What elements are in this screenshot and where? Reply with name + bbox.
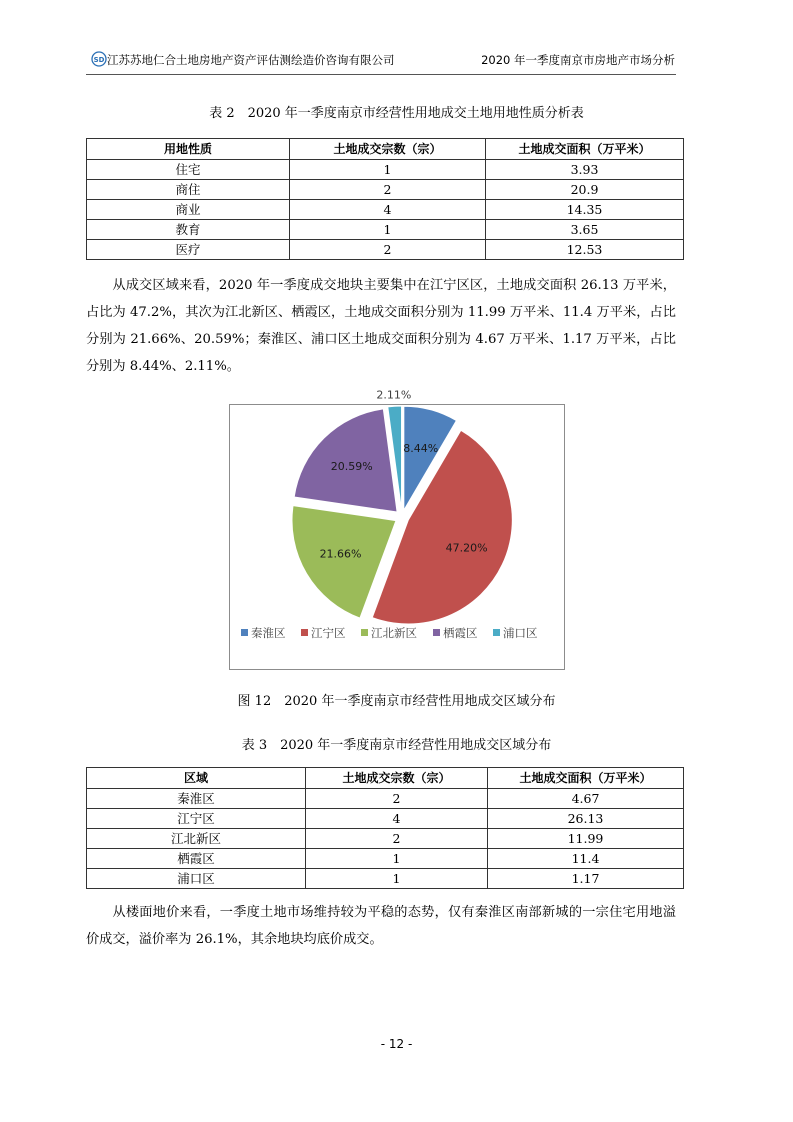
header-divider bbox=[86, 74, 676, 75]
table-header-cell: 土地成交宗数（宗） bbox=[290, 139, 486, 160]
table-header-cell: 区域 bbox=[87, 768, 306, 789]
table-cell: 1 bbox=[290, 220, 486, 240]
table-header-cell: 土地成交宗数（宗） bbox=[306, 768, 488, 789]
logo-text: SD bbox=[93, 56, 105, 64]
table2 bbox=[86, 138, 684, 260]
paragraph-land-price bbox=[86, 899, 676, 953]
table-cell: 14.35 bbox=[486, 200, 684, 220]
table-cell: 江宁区 bbox=[87, 809, 306, 829]
table-cell: 11.4 bbox=[488, 849, 684, 869]
header-company-name: 江苏苏地仁合土地房地产资产评估测绘造价咨询有限公司 bbox=[107, 53, 395, 67]
legend-label-2: 江宁区 bbox=[311, 626, 346, 640]
table-header-cell: 土地成交面积（万平米） bbox=[486, 139, 684, 160]
table-header-cell: 用地性质 bbox=[87, 139, 290, 160]
table-cell: 11.99 bbox=[488, 829, 684, 849]
table-row bbox=[87, 869, 684, 889]
pie-data-label-2: 47.20% bbox=[445, 541, 488, 555]
legend-label-4: 栖霞区 bbox=[443, 626, 478, 640]
table-cell: 2 bbox=[290, 180, 486, 200]
table-cell: 3.93 bbox=[486, 160, 684, 180]
table-cell: 4 bbox=[290, 200, 486, 220]
table-cell: 浦口区 bbox=[87, 869, 306, 889]
table-cell: 秦淮区 bbox=[87, 789, 306, 809]
pie-data-label-5: 2.11% bbox=[376, 388, 412, 402]
table-cell: 1 bbox=[306, 849, 488, 869]
legend-swatch-1 bbox=[241, 629, 248, 636]
table-cell: 3.65 bbox=[486, 220, 684, 240]
pie-chart bbox=[230, 388, 564, 669]
legend-swatch-4 bbox=[433, 629, 440, 636]
table-header-cell: 土地成交面积（万平米） bbox=[488, 768, 684, 789]
page-number: - 12 - bbox=[380, 1037, 413, 1051]
table-cell: 教育 bbox=[87, 220, 290, 240]
legend-swatch-3 bbox=[361, 629, 368, 636]
paragraph-region-analysis bbox=[86, 272, 676, 380]
table-header-row bbox=[87, 139, 684, 160]
pie-chart-frame bbox=[229, 388, 565, 670]
table-header-row bbox=[87, 768, 684, 789]
table-cell: 2 bbox=[290, 240, 486, 260]
legend-swatch-5 bbox=[493, 629, 500, 636]
header-report-title: 2020 年一季度南京市房地产市场分析 bbox=[481, 53, 675, 67]
table-row bbox=[87, 200, 684, 220]
table-cell: 1 bbox=[290, 160, 486, 180]
table-row bbox=[87, 809, 684, 829]
figure12-caption: 图 12 2020 年一季度南京市经营性用地成交区域分布 bbox=[237, 694, 556, 709]
pie-data-label-1: 8.44% bbox=[403, 442, 439, 456]
table3-caption: 表 3 2020 年一季度南京市经营性用地成交区域分布 bbox=[241, 738, 552, 753]
table-cell: 20.9 bbox=[486, 180, 684, 200]
table-row bbox=[87, 220, 684, 240]
table-row bbox=[87, 160, 684, 180]
pie-data-label-4: 20.59% bbox=[330, 460, 373, 474]
paragraph-text: 从楼面地价来看，一季度土地市场维持较为平稳的态势，仅有秦淮区南部新城的一宗住宅用地溢价成交，溢价率为 26.1%，其余地块均底价成交。 bbox=[86, 905, 676, 947]
table-cell: 2 bbox=[306, 789, 488, 809]
company-logo-icon bbox=[91, 51, 107, 67]
table3 bbox=[86, 767, 684, 889]
pie-data-label-3: 21.66% bbox=[319, 547, 362, 561]
table-row bbox=[87, 240, 684, 260]
table-cell: 12.53 bbox=[486, 240, 684, 260]
table-cell: 栖霞区 bbox=[87, 849, 306, 869]
table-cell: 商住 bbox=[87, 180, 290, 200]
legend-label-1: 秦淮区 bbox=[251, 626, 286, 640]
paragraph-text: 从成交区域来看，2020 年一季度成交地块主要集中在江宁区区，土地成交面积 26.13 万平米，占比为 47.2%，其次为江北新区、栖霞区，土地成交面积分别为 11.99 万平米、11.4 万平米，占比分别为 21.66%、20.59%；秦淮区、浦口区土地成交面积分别为 4.67 万平米、1.17 万平米，占比分别为 8.44%、2.11%。 bbox=[86, 278, 676, 374]
table-row bbox=[87, 849, 684, 869]
table-cell: 医疗 bbox=[87, 240, 290, 260]
table-cell: 4.67 bbox=[488, 789, 684, 809]
table-cell: 住宅 bbox=[87, 160, 290, 180]
table-cell: 1.17 bbox=[488, 869, 684, 889]
legend-swatch-2 bbox=[301, 629, 308, 636]
table-cell: 商业 bbox=[87, 200, 290, 220]
table-cell: 1 bbox=[306, 869, 488, 889]
table-row bbox=[87, 829, 684, 849]
table-cell: 江北新区 bbox=[87, 829, 306, 849]
table-row bbox=[87, 789, 684, 809]
legend-label-3: 江北新区 bbox=[371, 626, 417, 640]
table-cell: 2 bbox=[306, 829, 488, 849]
table2-caption: 表 2 2020 年一季度南京市经营性用地成交土地用地性质分析表 bbox=[209, 106, 584, 121]
table-cell: 26.13 bbox=[488, 809, 684, 829]
legend-label-5: 浦口区 bbox=[503, 626, 538, 640]
table-cell: 4 bbox=[306, 809, 488, 829]
table-row bbox=[87, 180, 684, 200]
